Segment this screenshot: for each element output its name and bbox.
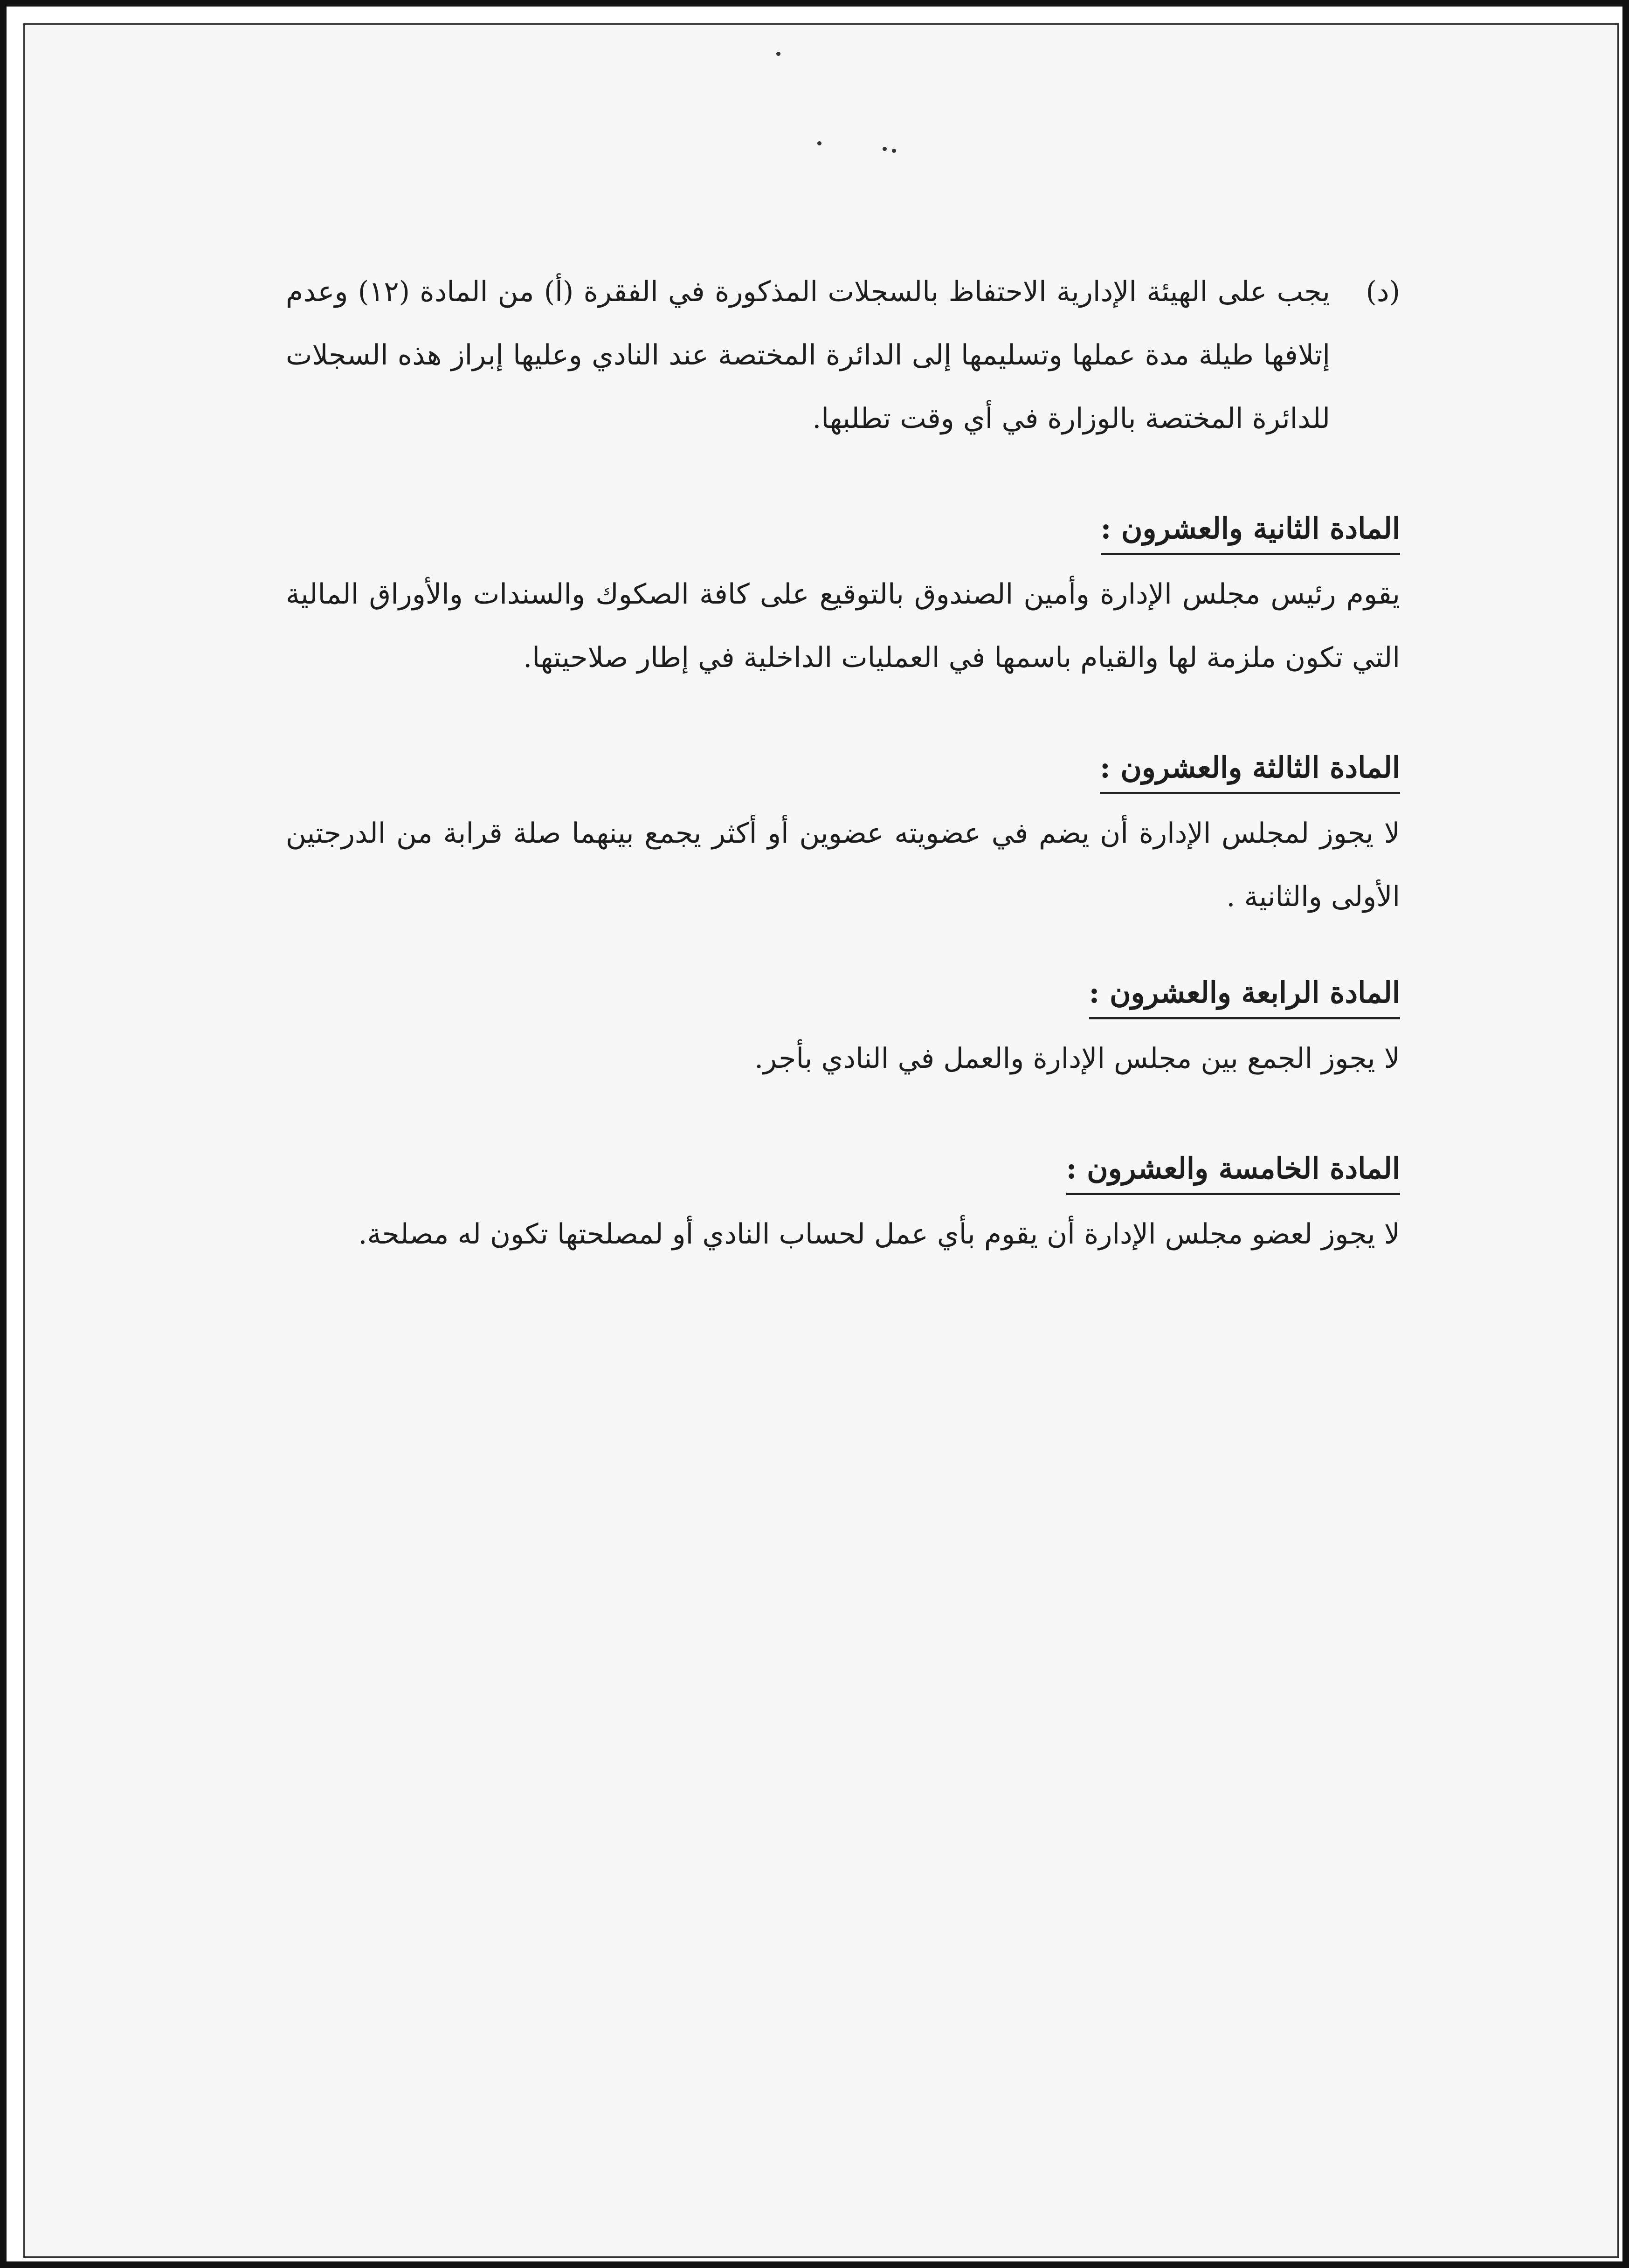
scanned-page xyxy=(23,23,1619,2258)
article-heading: المادة الثانية والعشرون : xyxy=(1101,506,1400,555)
article-22 xyxy=(286,506,1400,689)
clause-text: يجب على الهيئة الإدارية الاحتفاظ بالسجلات المذكورة في الفقرة (أ) من المادة (١٢) وعدم إتلافها طيلة مدة عملها وتسليمها إلى الدائرة المختصة عند النادي وعليها إبراز هذه السجلات للدائرة المختصة بالوزارة في أي وقت تطلبها. xyxy=(286,275,1330,435)
article-heading: المادة الثالثة والعشرون : xyxy=(1100,745,1400,794)
article-text: لا يجوز الجمع بين مجلس الإدارة والعمل في النادي بأجر. xyxy=(754,1042,1400,1075)
scan-speck xyxy=(776,52,780,56)
article-23 xyxy=(286,745,1400,928)
article-text: يقوم رئيس مجلس الإدارة وأمين الصندوق بالتوقيع على كافة الصكوك والسندات والأوراق المالية التي تكون ملزمة لها والقيام باسمها في العمليات الداخلية في إطار صلاحيتها. xyxy=(286,578,1400,674)
clause-d xyxy=(286,260,1400,450)
article-heading: المادة الرابعة والعشرون : xyxy=(1089,970,1401,1019)
article-heading: المادة الخامسة والعشرون : xyxy=(1066,1146,1400,1195)
document-body xyxy=(286,260,1400,1266)
scan-speck xyxy=(883,147,887,151)
article-25 xyxy=(286,1146,1400,1266)
clause-label: (د) xyxy=(1366,275,1400,308)
article-text: لا يجوز لمجلس الإدارة أن يضم في عضويته عضوين أو أكثر يجمع بينهما صلة قرابة من الدرجتين الأولى والثانية . xyxy=(286,817,1400,913)
article-24 xyxy=(286,970,1400,1090)
scan-speck xyxy=(817,141,821,145)
article-text: لا يجوز لعضو مجلس الإدارة أن يقوم بأي عمل لحساب النادي أو لمصلحتها تكون له مصلحة. xyxy=(358,1218,1400,1251)
scan-speck xyxy=(892,149,896,153)
